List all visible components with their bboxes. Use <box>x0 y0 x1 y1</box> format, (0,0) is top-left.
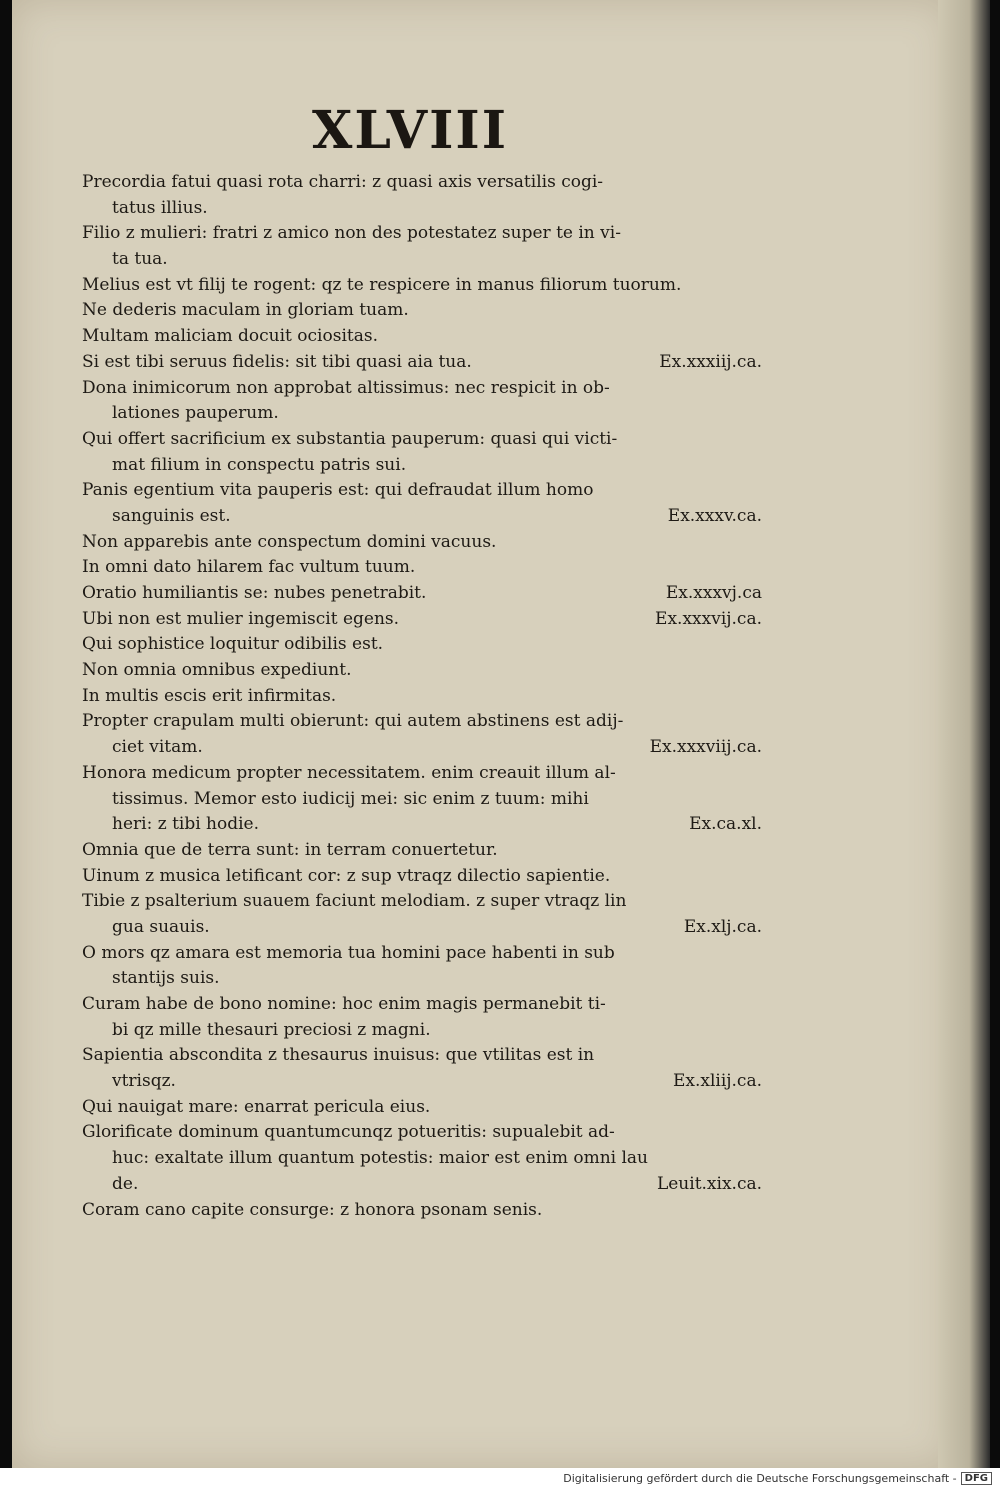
line-text: Tibie z psalterium suauem faciunt melodiam. z super vtraqz lin <box>82 891 627 912</box>
text-line <box>82 453 762 479</box>
text-line <box>82 992 762 1018</box>
chapter-reference: Ex.xxxvj.ca <box>665 583 762 603</box>
book-page <box>12 0 950 1468</box>
line-text: de. <box>112 1173 139 1194</box>
line-text: heri: z tibi hodie. <box>112 814 260 835</box>
text-line <box>82 170 762 196</box>
chapter-reference: Ex.xliij.ca. <box>672 1071 762 1092</box>
text-line <box>82 735 762 761</box>
text-line <box>82 1043 762 1069</box>
line-text: stantijs suis. <box>112 968 220 989</box>
text-line <box>82 298 762 324</box>
chapter-reference: Ex.xxxvij.ca. <box>655 608 762 629</box>
line-text: huc: exaltate illum quantum potestis: maior est enim omni lau <box>112 1148 649 1169</box>
line-text: ciet vitam. <box>112 737 203 758</box>
line-text: Oratio humiliantis se: nubes penetrabit. <box>82 583 427 603</box>
line-text: Qui sophistice loquitur odibilis est. <box>82 634 384 655</box>
text-line <box>82 1198 762 1224</box>
line-text: O mors qz amara est memoria tua homini pace habenti in sub <box>82 942 615 963</box>
text-line <box>82 684 762 710</box>
text-line <box>82 1120 762 1146</box>
line-text: bi qz mille thesauri preciosi z magni. <box>112 1019 431 1040</box>
text-line <box>82 838 762 864</box>
line-text: In omni dato hilarem fac vultum tuum. <box>82 557 416 578</box>
chapter-reference: Ex.xxxviij.ca. <box>649 737 762 758</box>
text-line <box>82 401 762 427</box>
footer <box>0 1468 1000 1488</box>
text-line <box>82 658 762 684</box>
text-line <box>82 812 762 838</box>
line-text: mat filium in conspectu patris sui. <box>112 454 407 475</box>
line-text: Precordia fatui quasi rota charri: z quasi axis versatilis cogi- <box>82 172 604 192</box>
text-line <box>82 941 762 967</box>
line-text: Dona inimicorum non approbat altissimus: nec respicit in ob- <box>82 377 610 398</box>
text-line <box>82 1172 762 1198</box>
line-text: Propter crapulam multi obierunt: qui autem abstinens est adij- <box>82 711 624 732</box>
text-line <box>82 607 762 633</box>
text-line <box>82 196 762 222</box>
folio-number: XLVIII <box>312 100 509 161</box>
text-line <box>82 966 762 992</box>
text-line <box>82 530 762 556</box>
text-line <box>82 478 762 504</box>
chapter-reference: Ex.xxxiij.ca. <box>659 351 762 372</box>
chapter-reference: Ex.xxxv.ca. <box>667 505 762 526</box>
text-line <box>82 350 762 376</box>
dfg-logo: DFG <box>961 1472 992 1485</box>
text-line <box>82 787 762 813</box>
line-text: Melius est vt filij te rogent: qz te respicere in manus filiorum tuorum. <box>82 274 682 295</box>
line-text: Coram cano capite consurge: z honora psonam senis. <box>82 1199 543 1220</box>
text-line <box>82 273 762 299</box>
text-line <box>82 581 762 607</box>
text-line <box>82 555 762 581</box>
line-text: Qui nauigat mare: enarrat pericula eius. <box>82 1096 431 1117</box>
line-text: Panis egentium vita pauperis est: qui defraudat illum homo <box>82 480 594 501</box>
line-text: In multis escis erit infirmitas. <box>82 685 337 706</box>
chapter-reference: Leuit.xix.ca. <box>656 1173 762 1194</box>
line-text: Non apparebis ante conspectum domini vacuus. <box>82 531 497 552</box>
line-text: Uinum z musica letificant cor: z sup vtraqz dilectio sapientie. <box>82 865 611 886</box>
text-line <box>82 709 762 735</box>
line-text: Si est tibi seruus fidelis: sit tibi quasi aia tua. <box>82 351 472 372</box>
text-line <box>82 324 762 350</box>
chapter-reference: Ex.ca.xl. <box>689 814 762 835</box>
text-line <box>82 221 762 247</box>
text-line <box>82 1069 762 1095</box>
line-text: Omnia que de terra sunt: in terram conuertetur. <box>82 839 498 860</box>
text-line <box>82 376 762 402</box>
line-text: Honora medicum propter necessitatem. enim creauit illum al- <box>82 762 616 783</box>
text-line <box>82 427 762 453</box>
text-line <box>82 915 762 941</box>
line-text: lationes pauperum. <box>112 403 279 424</box>
line-text: tatus illius. <box>112 197 208 218</box>
line-text: Glorificate dominum quantumcunqz potueritis: supualebit ad- <box>82 1122 615 1143</box>
line-text: Ne dederis maculam in gloriam tuam. <box>82 300 409 321</box>
text-line <box>82 1146 762 1172</box>
text-line <box>82 864 762 890</box>
text-line <box>82 1018 762 1044</box>
line-text: ta tua. <box>112 249 168 270</box>
page-edge <box>938 0 990 1468</box>
line-text: Curam habe de bono nomine: hoc enim magis permanebit ti- <box>82 994 606 1014</box>
chapter-reference: Ex.xlj.ca. <box>683 916 762 937</box>
line-text: Sapientia abscondita z thesaurus inuisus: que vtilitas est in <box>82 1045 595 1066</box>
text-line <box>82 504 762 530</box>
line-text: Ubi non est mulier ingemiscit egens. <box>82 608 400 629</box>
line-text: gua suauis. <box>112 916 210 937</box>
text-line <box>82 632 762 658</box>
text-block <box>82 170 762 1223</box>
line-text: Multam maliciam docuit ociositas. <box>82 326 378 347</box>
line-text: tissimus. Memor esto iudicij mei: sic enim z tuum: mihi <box>112 788 589 809</box>
line-text: vtrisqz. <box>112 1071 176 1092</box>
text-line <box>82 247 762 273</box>
text-line <box>82 889 762 915</box>
line-text: Qui offert sacrificium ex substantia pauperum: quasi qui victi- <box>82 428 618 449</box>
line-text: Non omnia omnibus expediunt. <box>82 660 352 681</box>
text-line <box>82 1095 762 1121</box>
text-line <box>82 761 762 787</box>
footer-credit: Digitalisierung gefördert durch die Deutsche Forschungsgemeinschaft - <box>563 1471 957 1485</box>
line-text: Filio z mulieri: fratri z amico non des potestatez super te in vi- <box>82 223 621 244</box>
line-text: sanguinis est. <box>112 505 231 526</box>
